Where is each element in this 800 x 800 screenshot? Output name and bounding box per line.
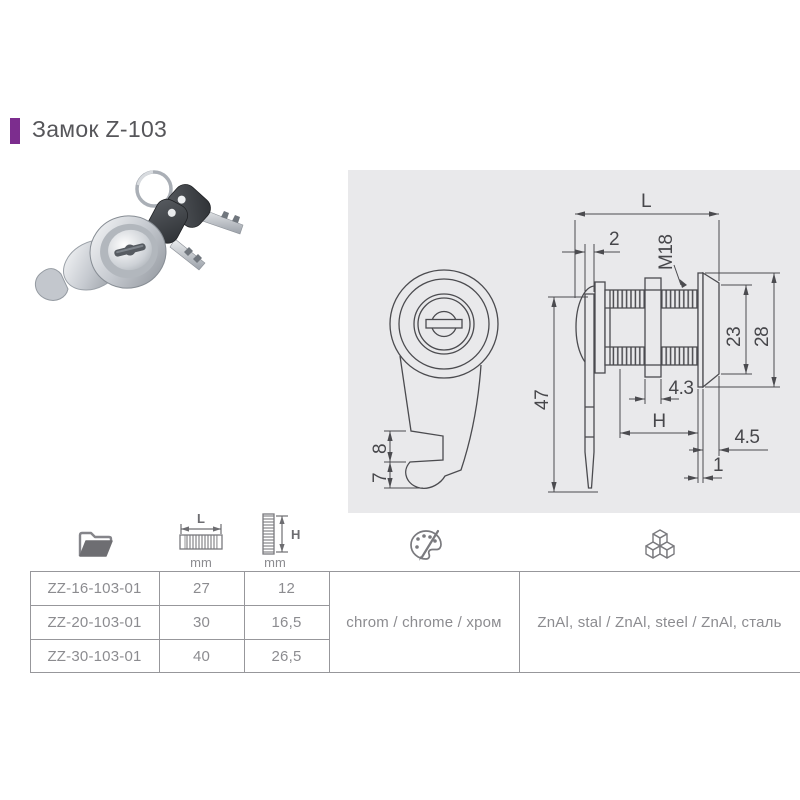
palette-icon [411,531,441,561]
lock-cam [35,269,68,301]
h-value: 12 [277,580,296,597]
material-value: ZnAl, stal / ZnAl, steel / ZnAl, сталь [537,613,782,631]
bezel-lip [698,273,703,387]
height-dimension-icon [263,514,300,554]
dim-label-8: 8 [370,443,391,454]
material-header [644,528,676,562]
product-code: ZZ-30-103-01 [47,647,142,665]
l-value: 27 [192,580,211,597]
thread-band [610,290,645,308]
cubes-icon [646,530,674,558]
dim-label-1: 1 [712,455,724,476]
dim-label-H: H [652,411,666,432]
table-border-bottom [30,672,800,673]
title-accent-bar [10,118,20,144]
washer [595,282,605,373]
color-value: chrom / chrome / хром [346,613,502,631]
cam-edge-strip [585,294,594,488]
thread-band [610,347,645,365]
product-code: ZZ-16-103-01 [47,580,142,597]
product-code-header [78,528,114,560]
dim-label-23: 23 [724,326,745,347]
technical-drawing [348,170,800,513]
folder-icon [80,533,112,556]
front-view [390,270,498,488]
length-header [177,512,225,570]
l-icon-label: L [197,512,205,526]
dim-label-47: 47 [532,389,553,410]
dim-label-4-3: 4.3 [668,378,694,399]
dim-label-28: 28 [752,326,773,347]
dim-label-4-5: 4.5 [734,427,760,448]
keyhole-bar [426,320,462,329]
h-value: 16,5 [271,614,302,631]
cam-lever-outline [400,356,481,488]
page-title: Замок Z-103 [32,116,168,142]
height-header [260,512,304,570]
color-header [409,528,443,562]
drawing-panel [348,170,800,513]
length-dimension-icon [180,512,222,549]
l-value: 30 [192,614,211,631]
thread-band [661,347,698,365]
dim-label-M18: M18 [656,234,677,270]
product-code: ZZ-20-103-01 [47,614,142,631]
l-value: 40 [192,647,211,665]
l-unit-label: mm [190,555,212,570]
dim-label-7: 7 [370,472,391,483]
h-icon-label: H [291,527,301,542]
h-unit-label: mm [264,555,286,570]
h-value: 26,5 [271,647,302,665]
thread-band [661,290,698,308]
dim-label-L: L [640,191,652,212]
product-photo [25,155,280,327]
dim-label-2: 2 [608,229,620,250]
bezel-cone [703,273,719,387]
nut [645,278,661,377]
